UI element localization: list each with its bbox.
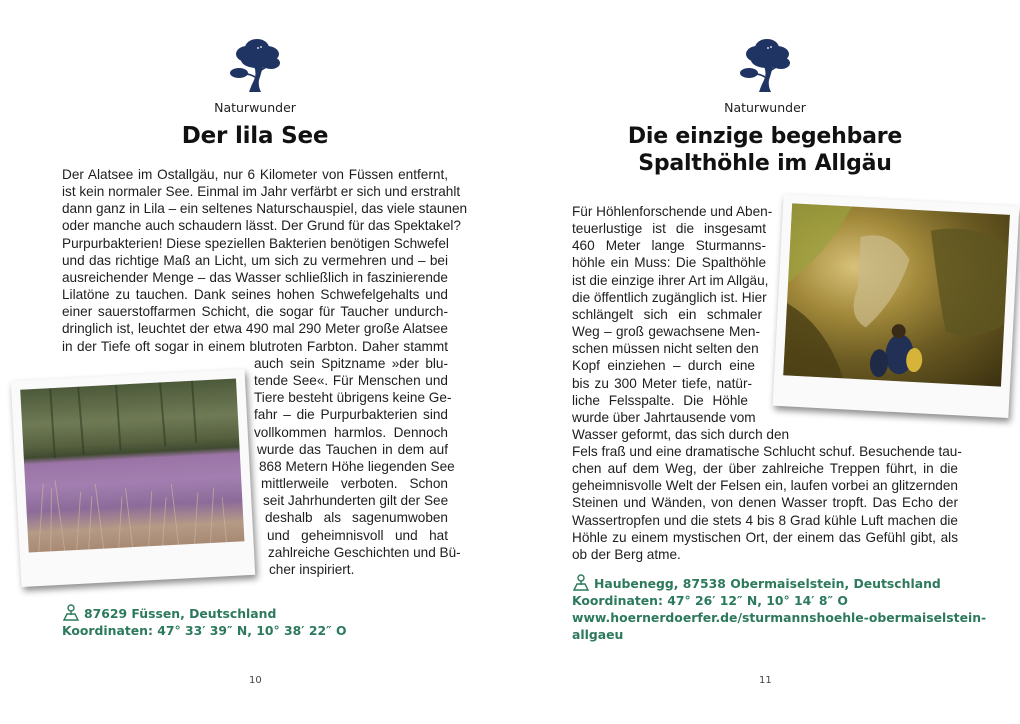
body-line: Wassertropfen und die stets 4 bis 8 Grad kühle Luft machen die: [572, 512, 958, 528]
body-line: Fels fraß und eine dramatische Schlucht schuf. Besuchende tau-: [572, 444, 962, 459]
right-page: [510, 0, 1020, 724]
body-line: ob der Berg atme.: [572, 546, 681, 562]
cave-photo: [773, 194, 1020, 418]
coordinates-text: Koordinaten: 47° 26′ 12″ N, 10° 14′ 8″ O: [572, 593, 848, 608]
body-line: schen müssen nicht selten den: [572, 341, 759, 357]
address-line: [572, 573, 986, 592]
body-line: Wasser geformt, das sich durch den: [572, 427, 790, 443]
body-line: Purpurbakterien! Diese speziellen Bakterien benötigen Schwefel: [62, 235, 449, 251]
body-line: vollkommen harmlos. Dennoch: [254, 424, 448, 440]
lake-reeds-graphic: [20, 378, 244, 552]
article-body-top: [62, 166, 468, 355]
body-line: schlängelt sich ein schmaler: [572, 306, 762, 322]
cave-image: [783, 203, 1010, 386]
coordinates-text: Koordinaten: 47° 33′ 39″ N, 10° 38′ 22″ O: [62, 623, 347, 638]
body-line: wurde über Jahrtausende vom: [572, 409, 756, 425]
location-block: [572, 573, 986, 643]
body-line: 460 Meter lange Sturmanns-: [572, 238, 766, 254]
address-line: [62, 603, 347, 622]
body-line: dringlich ist, leuchtet der etwa 490 mal 290 Meter große Alatsee: [62, 321, 448, 337]
body-line: ausreichender Menge – das Wasser schließlich in faszinierende: [62, 269, 448, 285]
body-line: deshalb als sagenumwoben: [265, 510, 448, 526]
page-number: 10: [249, 675, 262, 686]
body-line: cher inspiriert.: [269, 561, 355, 577]
body-line: ist die einzige ihrer Art im Allgäu,: [572, 272, 769, 288]
body-line: Der Alatsee im Ostallgäu, nur 6 Kilometer von Füssen entfernt,: [62, 167, 448, 182]
body-line: dann ganz in Lila – ein seltenes Naturschauspiel, das viele staunen: [62, 201, 468, 217]
body-line: liche Felsspalte. Die Höhle: [572, 392, 748, 408]
body-line: 868 Metern Höhe liegenden See: [259, 458, 455, 474]
body-line: geheimnisvolle Welt der Felsen ein, laufen vorbei an glitzernden: [572, 478, 958, 494]
tree-icon: [227, 36, 283, 94]
body-line: auch sein Spitzname »der blu-: [254, 356, 448, 371]
article-body-wrap: [254, 355, 461, 578]
page-number: 11: [759, 675, 772, 686]
address-text: 87629 Füssen, Deutschland: [84, 606, 277, 621]
body-line: Steinen und Wänden, von denen Wasser tropft. Das Echo der: [572, 495, 958, 511]
body-line: Höhle zu einem mystischen Ort, der einem das Gefühl gibt, als: [572, 529, 958, 545]
body-line: ist kein normaler See. Einmal im Jahr verfärbt er sich und erstrahlt: [62, 184, 461, 200]
body-line: fahr – die Purpurbakterien sind: [254, 407, 448, 423]
body-line: Tiere besteht übrigens keine Ge-: [254, 390, 452, 406]
body-line: und das richtige Maß an Licht, um sich zu vermehren und – bei: [62, 252, 448, 268]
body-line: chen auf dem Weg, der über zahlreiche Treppen führt, in die: [572, 461, 958, 477]
body-line: oder manche auch schaudern lässt. Der Grund für das Spektakel?: [62, 218, 461, 234]
body-line: zahlreiche Geschichten und Bü-: [268, 544, 461, 560]
lake-image: [20, 378, 244, 552]
purple-lake-photo: [11, 369, 255, 587]
body-line: bis zu 300 Meter tiefe, natür-: [572, 375, 752, 391]
title-line: Die einzige begehbare: [627, 124, 903, 149]
website-link-continued[interactable]: allgaeu: [572, 627, 624, 642]
location-block: [62, 603, 347, 639]
body-line: die öffentlich zugänglich ist. Hier: [572, 289, 767, 305]
body-line: mittlerweile verboten. Schon: [261, 476, 448, 492]
map-pin-icon: [572, 573, 590, 591]
tree-icon: [737, 36, 793, 94]
article-body-wrap: [572, 203, 790, 443]
section-kicker: Naturwunder: [214, 100, 296, 115]
body-line: Kopf einziehen – durch eine: [572, 358, 755, 374]
body-line: einer sauerstoffarmen Schicht, die sogar für Taucher undurch-: [62, 304, 448, 320]
body-line: und geheimnisvoll und hat: [267, 527, 448, 543]
cave-rocks-graphic: [783, 203, 1010, 386]
article-body-bottom: [572, 443, 962, 563]
address-text: Haubenegg, 87538 Obermaiselstein, Deutschland: [594, 576, 941, 591]
body-line: wurde das Tauchen in dem auf: [257, 441, 448, 457]
map-pin-icon: [62, 603, 80, 621]
page-title: [555, 123, 975, 177]
body-line: höhle ein Muss: Die Spalthöhle: [572, 255, 766, 271]
body-line: Weg – groß gewachsene Men-: [572, 324, 760, 340]
body-line: Für Höhlenforschende und Aben-: [572, 204, 773, 219]
title-line: Spalthöhle im Allgäu: [638, 151, 892, 176]
body-line: seit Jahrhunderten gilt der See: [263, 493, 449, 509]
website-link[interactable]: www.hoernerdoerfer.de/sturmannshoehle-obermaiselstein-: [572, 610, 987, 625]
body-line: teuerlustige ist die insgesamt: [572, 221, 766, 237]
section-kicker: Naturwunder: [724, 100, 806, 115]
page-title: Der lila See: [181, 123, 329, 149]
body-line: Lilatöne zu tauchen. Dank seines hohen Schwefelgehalts und: [62, 287, 448, 303]
body-line: in der Tiefe oft sogar in einem blutroten Farbton. Daher stammt: [62, 338, 448, 354]
body-line: tende See«. Für Menschen und: [254, 373, 448, 389]
